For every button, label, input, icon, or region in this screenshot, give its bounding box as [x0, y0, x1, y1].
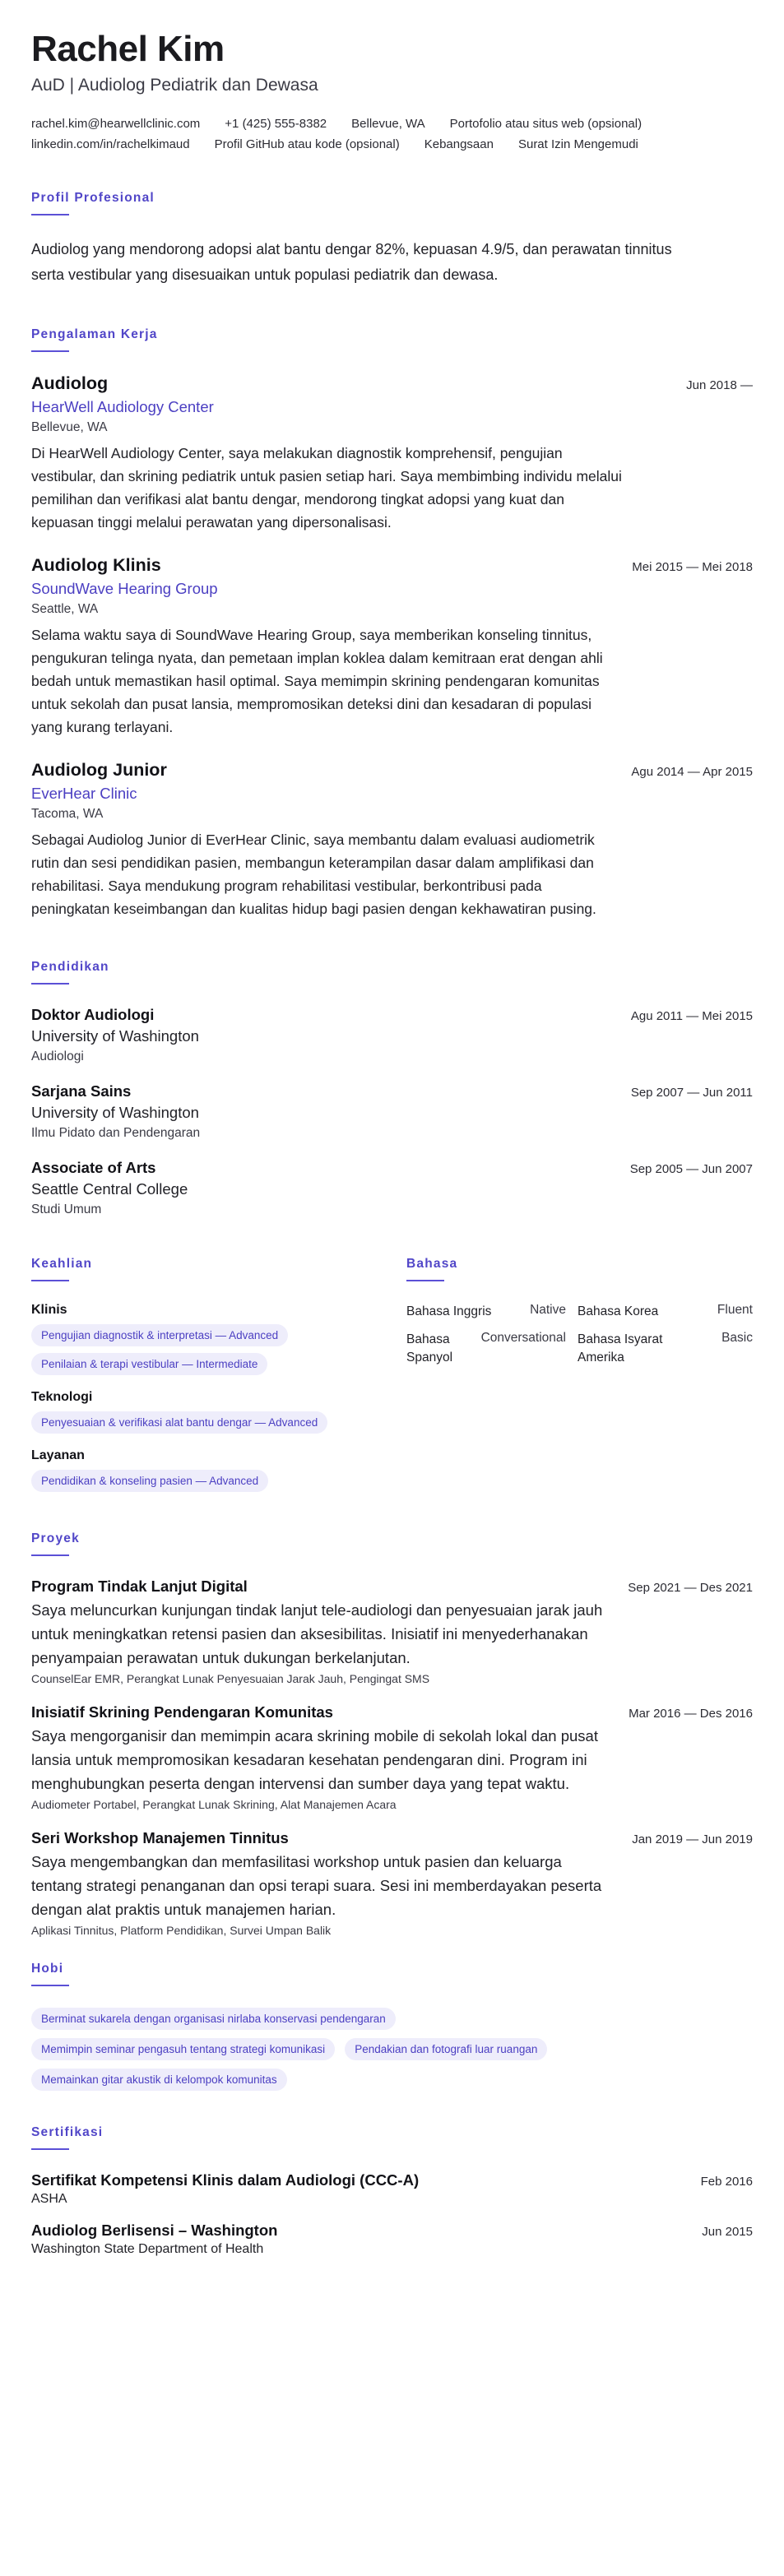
- section-title: Hobi: [31, 1962, 64, 1976]
- language-name: Bahasa Inggris: [406, 1304, 492, 1318]
- job-entry: [31, 373, 753, 534]
- hobbies-section: [31, 1962, 753, 2091]
- education-degree: Associate of Arts: [31, 1159, 156, 1176]
- job-dates: Agu 2014 — Apr 2015: [631, 765, 753, 779]
- project-name: Program Tindak Lanjut Digital: [31, 1578, 248, 1595]
- project-description: Saya mengembangkan dan memfasilitasi workshop untuk pasien dan keluarga tentang strategi penanganan dan opsi terapi suara. Sesi ini memberdayakan peserta dengan alat praktis untuk manajemen harian.: [31, 1853, 602, 1918]
- languages-section: [406, 1257, 753, 1507]
- certification-date: Feb 2016: [700, 2175, 753, 2189]
- education-field: Ilmu Pidato dan Pendengaran: [31, 1126, 201, 1140]
- education-degree: Sarjana Sains: [31, 1082, 132, 1100]
- job-entry: [31, 760, 753, 920]
- project-name: Seri Workshop Manajemen Tinnitus: [31, 1829, 289, 1846]
- project-description: Saya meluncurkan kunjungan tindak lanjut tele-audiologi dan penyesuaian jarak jauh untuk meningkatkan retensi pasien dan aksesibilitas. Inisiatif ini menyederhanakan penyampaian perawatan untuk dukungan berkelanjutan.: [31, 1601, 603, 1666]
- skill-group: [31, 1390, 406, 1434]
- job-company: HearWell Audiology Center: [31, 398, 214, 415]
- language-level: Fluent: [717, 1303, 753, 1317]
- project-tech: CounselEar EMR, Perangkat Lunak Penyesuaian Jarak Jauh, Pengingat SMS: [31, 1672, 430, 1685]
- skill-tag: Penyesuaian & verifikasi alat bantu dengar — Advanced: [31, 1411, 327, 1434]
- contact-portfolio[interactable]: Portofolio atau situs web (opsional): [449, 117, 643, 131]
- language-item: [578, 1303, 753, 1321]
- project-dates: Mar 2016 — Des 2016: [629, 1707, 753, 1721]
- experience-section: [31, 327, 753, 920]
- language-name: Bahasa Isyarat Amerika: [578, 1332, 663, 1364]
- language-name: Bahasa Spanyol: [406, 1332, 453, 1364]
- job-company: SoundWave Hearing Group: [31, 580, 218, 597]
- job-title: Audiolog Klinis: [31, 555, 161, 575]
- skill-category: Layanan: [31, 1448, 85, 1462]
- section-divider: [31, 1985, 69, 1986]
- job-dates: Mei 2015 — Mei 2018: [632, 560, 753, 574]
- project-dates: Sep 2021 — Des 2021: [628, 1581, 753, 1595]
- project-tech: Aplikasi Tinnitus, Platform Pendidikan, Survei Umpan Balik: [31, 1924, 332, 1937]
- section-divider: [406, 1280, 444, 1281]
- section-title: Proyek: [31, 1531, 80, 1545]
- section-divider: [31, 983, 69, 985]
- section-divider: [31, 2148, 69, 2150]
- job-entry: [31, 555, 753, 739]
- education-dates: Agu 2011 — Mei 2015: [630, 1009, 753, 1023]
- certifications-section: [31, 2125, 753, 2257]
- education-entry: [31, 1082, 753, 1141]
- certification-name: Audiolog Berlisensi – Washington: [31, 2222, 278, 2239]
- skill-tag: Penilaian & terapi vestibular — Intermediate: [31, 1353, 267, 1375]
- resume-header: [31, 28, 753, 151]
- job-title: Audiolog Junior: [31, 760, 167, 780]
- hobby-tag: Memainkan gitar akustik di kelompok komunitas: [31, 2069, 287, 2091]
- contact-location: Bellevue, WA: [351, 117, 425, 131]
- contact-email[interactable]: rachel.kim@hearwellclinic.com: [31, 117, 201, 131]
- education-school: University of Washington: [31, 1027, 199, 1045]
- project-dates: Jan 2019 — Jun 2019: [632, 1832, 753, 1846]
- section-divider: [31, 1554, 69, 1556]
- education-field: Studi Umum: [31, 1202, 102, 1216]
- candidate-headline: AuD | Audiolog Pediatrik dan Dewasa: [31, 76, 318, 95]
- language-item: [578, 1331, 753, 1367]
- project-entry: [31, 1703, 753, 1811]
- section-divider: [31, 214, 69, 215]
- certification-entry: [31, 2222, 753, 2257]
- certification-entry: [31, 2171, 753, 2207]
- job-location: Seattle, WA: [31, 602, 99, 616]
- job-title: Audiolog: [31, 373, 109, 393]
- job-description: Sebagai Audiolog Junior di EverHear Clinic, saya membantu dalam evaluasi audiometrik rutin dan sesi pendidikan pasien, membangun keterampilan dasar dalam amplifikasi dan rehabilitasi. Saya mendukung program rehabilitasi vestibular, berkontribusi pada peningkatan keseimbangan dan kualitas hidup bagi pasien dengan kekhawatiran pusing.: [31, 832, 596, 917]
- job-location: Tacoma, WA: [31, 807, 104, 821]
- education-degree: Doktor Audiologi: [31, 1006, 155, 1023]
- contact-github[interactable]: Profil GitHub atau kode (opsional): [214, 137, 400, 151]
- candidate-name: Rachel Kim: [31, 29, 225, 69]
- summary-section: [31, 191, 753, 288]
- section-title: Pengalaman Kerja: [31, 327, 158, 341]
- certification-date: Jun 2015: [702, 2225, 753, 2239]
- certification-issuer: ASHA: [31, 2192, 67, 2206]
- skills-section: [31, 1257, 406, 1507]
- certification-issuer: Washington State Department of Health: [31, 2242, 264, 2256]
- project-entry: [31, 1829, 753, 1937]
- summary-text: Audiolog yang mendorong adopsi alat bantu dengar 82%, kepuasan 4.9/5, dan perawatan tinnitus serta vestibular yang disesuaikan untuk populasi pediatrik dan dewasa.: [31, 241, 672, 283]
- skills-languages-row: [31, 1257, 753, 1507]
- language-level: Basic: [721, 1331, 753, 1345]
- job-company: EverHear Clinic: [31, 785, 137, 802]
- contact-nationality: Kebangsaan: [424, 137, 494, 151]
- education-field: Audiologi: [31, 1049, 84, 1063]
- education-school: University of Washington: [31, 1104, 199, 1121]
- section-title: Pendidikan: [31, 960, 109, 974]
- education-entry: [31, 1159, 753, 1217]
- education-entry: [31, 1006, 753, 1064]
- certification-name: Sertifikat Kompetensi Klinis dalam Audiologi (CCC-A): [31, 2171, 420, 2189]
- skill-category: Teknologi: [31, 1390, 93, 1404]
- hobby-tag: Berminat sukarela dengan organisasi nirlaba konservasi pendengaran: [31, 2008, 396, 2030]
- job-location: Bellevue, WA: [31, 420, 108, 434]
- project-tech: Audiometer Portabel, Perangkat Lunak Skrining, Alat Manajemen Acara: [31, 1798, 397, 1811]
- education-section: [31, 960, 753, 1217]
- section-divider: [31, 1280, 69, 1281]
- section-title: Bahasa: [406, 1257, 458, 1271]
- hobby-tag: Memimpin seminar pengasuh tentang strategi komunikasi: [31, 2038, 335, 2060]
- hobby-tag: Pendakian dan fotografi luar ruangan: [345, 2038, 547, 2060]
- language-level: Conversational: [480, 1331, 566, 1345]
- contact-phone[interactable]: +1 (425) 555-8382: [225, 117, 327, 131]
- skill-tag: Pengujian diagnostik & interpretasi — Advanced: [31, 1324, 288, 1346]
- job-dates: Jun 2018 —: [686, 378, 753, 392]
- language-item: [406, 1303, 578, 1321]
- language-level: Native: [530, 1303, 566, 1317]
- contact-linkedin[interactable]: linkedin.com/in/rachelkimaud: [31, 137, 190, 151]
- skill-group: [31, 1448, 406, 1492]
- contact-info: [31, 117, 755, 151]
- section-title: Keahlian: [31, 1257, 93, 1271]
- project-entry: [31, 1578, 753, 1685]
- language-name: Bahasa Korea: [578, 1304, 659, 1318]
- skill-category: Klinis: [31, 1303, 67, 1317]
- job-description: Selama waktu saya di SoundWave Hearing Group, saya memberikan konseling tinnitus, pengukuran telinga nyata, dan pemetaan implan koklea dalam kemitraan erat dengan ahli bedah untuk memastikan hasil optimal. Saya memimpin skrining pendengaran komunitas untuk sekolah dan pusat lansia, mempromosikan deteksi dini dan kesadaran di populasi yang kurang terlayani.: [31, 627, 603, 735]
- project-name: Inisiatif Skrining Pendengaran Komunitas: [31, 1703, 333, 1721]
- skill-tag: Pendidikan & konseling pasien — Advanced: [31, 1470, 268, 1492]
- language-item: [406, 1331, 578, 1367]
- job-description: Di HearWell Audiology Center, saya melakukan diagnostik komprehensif, pengujian vestibular, dan skrining pediatrik untuk pasien setiap hari. Saya membimbing individu melalui pemilihan dan verifikasi alat bantu dengar, mendorong tingkat adopsi yang kuat dan kepuasan tinggi melalui perawatan yang dipersonalisasi.: [31, 445, 622, 530]
- education-dates: Sep 2005 — Jun 2007: [629, 1162, 753, 1176]
- section-divider: [31, 350, 69, 352]
- education-dates: Sep 2007 — Jun 2011: [630, 1086, 753, 1100]
- skill-group: [31, 1303, 406, 1375]
- education-school: Seattle Central College: [31, 1180, 188, 1198]
- contact-drivers-license: Surat Izin Mengemudi: [517, 137, 638, 151]
- project-description: Saya mengorganisir dan memimpin acara skrining mobile di sekolah lokal dan pusat lansia untuk mempromosikan kesadaran kesehatan pendengaran dini. Program ini menghubungkan peserta dengan intervensi dan sumber daya yang tepat waktu.: [31, 1727, 598, 1792]
- projects-section: [31, 1531, 753, 1937]
- section-title: Profil Profesional: [31, 191, 155, 205]
- section-title: Sertifikasi: [31, 2125, 104, 2139]
